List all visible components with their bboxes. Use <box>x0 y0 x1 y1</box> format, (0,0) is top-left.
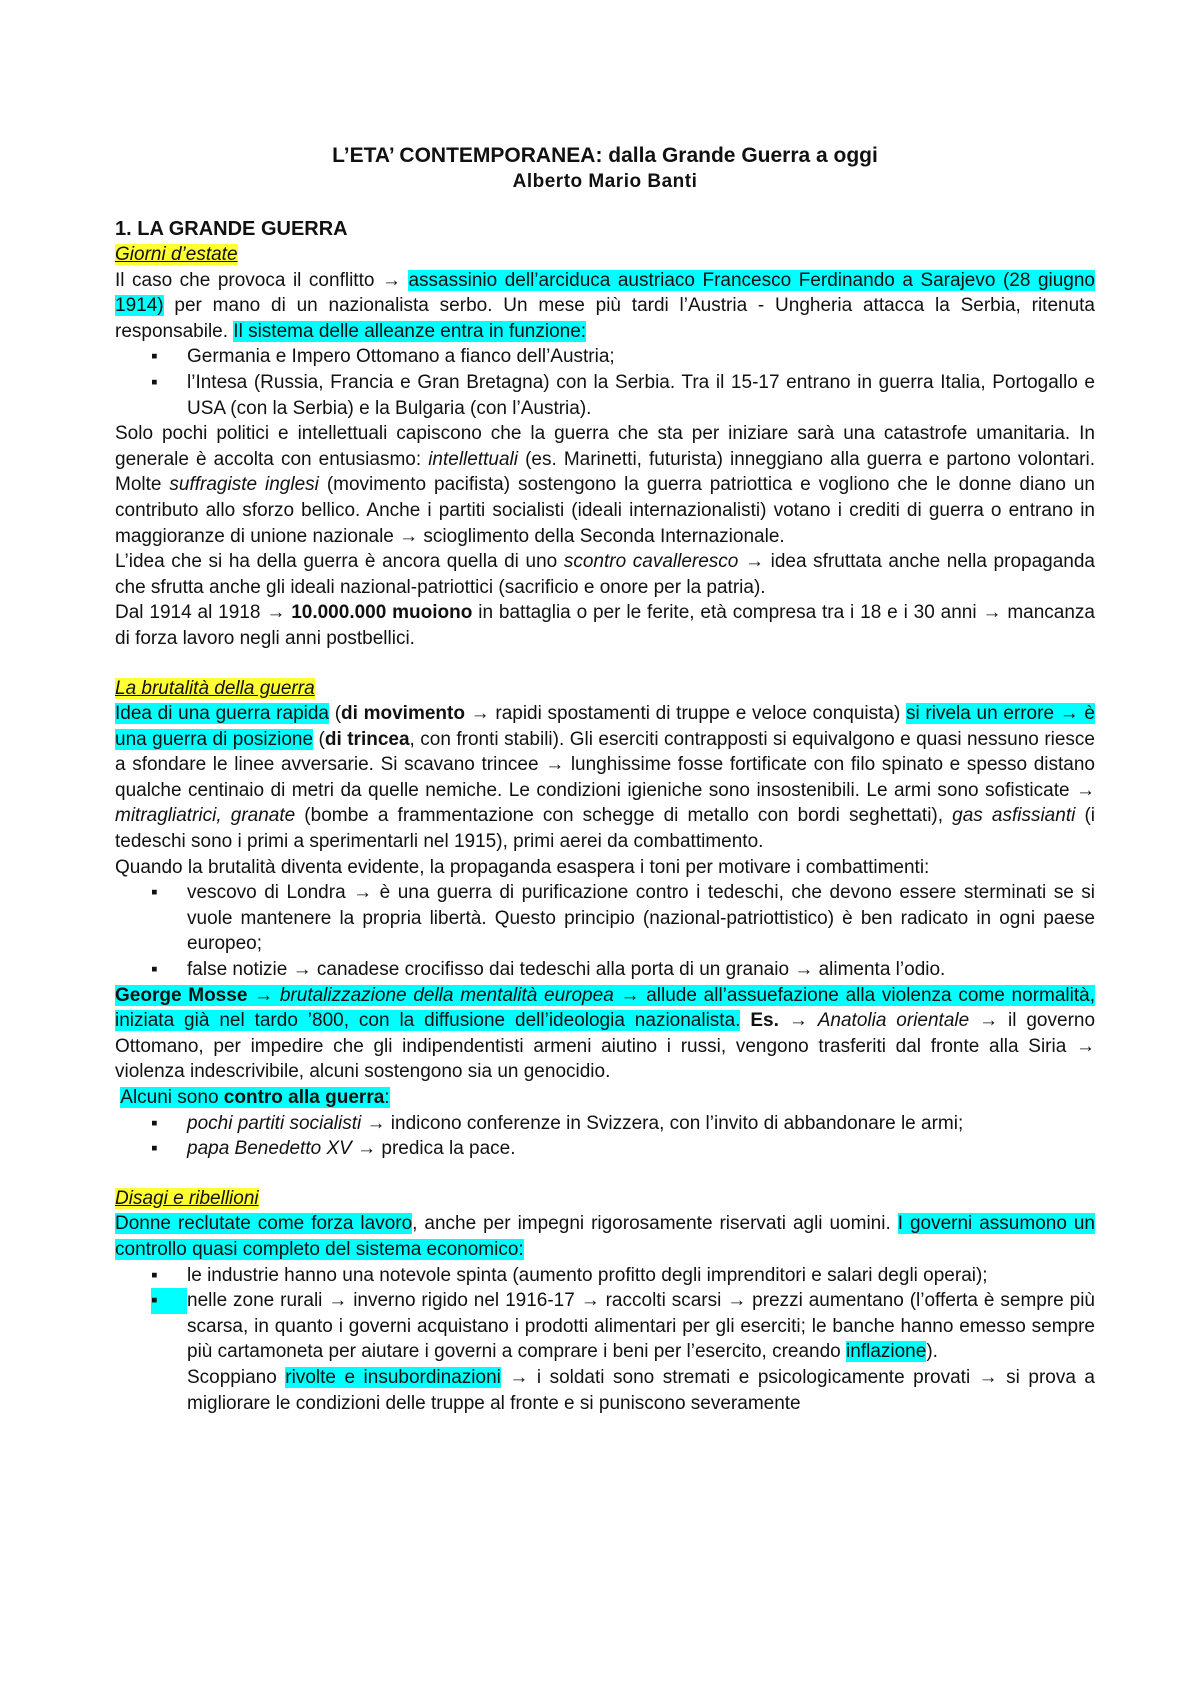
document-page <box>115 142 1095 1416</box>
arrow-icon: → <box>366 1112 386 1134</box>
arrow-icon: → <box>292 959 312 981</box>
arrow-icon: → <box>328 1290 348 1312</box>
arrow-icon: → <box>982 602 1002 624</box>
arrow-icon: → <box>509 1366 529 1388</box>
arrow-icon: → <box>353 882 373 904</box>
arrow-icon: → <box>979 1010 999 1032</box>
bullet-icon: ▪ <box>151 959 158 981</box>
arrow-icon: → <box>399 525 419 547</box>
bullet-icon: ▪ <box>151 882 158 904</box>
document-title: L’ETA’ CONTEMPORANEA: dalla Grande Guerra a oggi <box>332 144 878 167</box>
arrow-icon: → <box>620 984 640 1006</box>
list-item: ▪ papa Benedetto XV → predica la pace. <box>187 1136 1095 1162</box>
paragraph: L’idea che si ha della guerra è ancora quella di uno scontro cavalleresco → idea sfruttata anche nella propaganda che sfrutta anche gli ideali nazional-patriottici (sacrificio e onore per la patria). <box>115 551 1095 598</box>
arrow-icon: → <box>470 703 490 725</box>
arrow-icon: → <box>266 602 286 624</box>
section-heading-giorni: Giorni d’estate <box>115 244 238 265</box>
bullet-list <box>115 880 1095 982</box>
paragraph: Alcuni sono contro alla guerra: <box>120 1087 390 1108</box>
list-item: ▪ Germania e Impero Ottomano a fianco dell’Austria; <box>187 344 1095 370</box>
chapter-heading: 1. LA GRANDE GUERRA <box>115 218 348 240</box>
list-item: ▪ false notizie → canadese crocifisso dai tedeschi alla porta di un granaio → alimenta l’odio. <box>187 957 1095 983</box>
bullet-list <box>115 1111 1095 1162</box>
arrow-icon: → <box>1076 779 1095 801</box>
paragraph: Solo pochi politici e intellettuali capiscono che la guerra che sta per iniziare sarà una catastrofe umanitaria. In generale è accolta con entusiasmo: intellettuali (es. Marinetti, futurista) inneggiano alla guerra e partono volontari. Molte suffragiste inglesi (movimento pacifista) sostengono la guerra patriottica e vogliono che le donne diano un contributo allo sforzo bellico. Anche i partiti socialisti (ideali internazionalisti) votano i crediti di guerra o entrano in maggioranze di unione nazionale → scioglimento della Seconda Internazionale. <box>115 423 1096 547</box>
document-author: Alberto Mario Banti <box>512 171 698 192</box>
list-item: ▪ l’Intesa (Russia, Francia e Gran Bretagna) con la Serbia. Tra il 15-17 entrano in guerra Italia, Portogallo e USA (con la Serbia) e la Bulgaria (con l’Austria). <box>151 371 1095 419</box>
paragraph: Dal 1914 al 1918 → 10.000.000 muoiono in battaglia o per le ferite, età compresa tra i 18 e i 30 anni → mancanza di forza lavoro negli anni postbellici. <box>115 602 1096 649</box>
arrow-icon: → <box>580 1290 600 1312</box>
paragraph: Donne reclutate come forza lavoro, anche per impegni rigorosamente riservati agli uomini. I governi assumono un controllo quasi completo del sistema economico: <box>115 1213 1095 1260</box>
bullet-icon: ▪ <box>151 346 158 368</box>
bullet-list <box>115 1263 1095 1365</box>
list-item: ▪ le industrie hanno una notevole spinta (aumento profitto degli imprenditori e salari degli operai); <box>187 1263 1095 1289</box>
arrow-icon: → <box>357 1138 377 1160</box>
paragraph: Idea di una guerra rapida (di movimento → rapidi spostamenti di truppe e veloce conquista) si rivela un errore → è una guerra di posizione (di trincea, con fronti stabili). Gli eserciti contrapposti si equivalgono e quasi nessuno riesce a sfondare le linee avversarie. Si scavano trincee → lunghissime fosse fortificate con filo spinato e spesso distano qualche centinaio di metri da quelle nemiche. Le condizioni igieniche sono insostenibili. Le armi sono sofisticate → mitragliatrici, granate (bombe a frammentazione con schegge di metallo con bordi seghettati), gas asfissianti (i tedeschi sono i primi a sperimentarli nel 1915), primi aerei da combattimento. <box>115 703 1096 853</box>
list-item: ▪ pochi partiti socialisti → indicono conferenze in Svizzera, con l’invito di abbandonare le armi; <box>187 1111 1095 1137</box>
arrow-icon: → <box>381 269 401 291</box>
arrow-icon: → <box>788 1010 808 1032</box>
section-heading-brutalita: La brutalità della guerra <box>115 677 315 699</box>
arrow-icon: → <box>745 551 764 573</box>
arrow-icon: → <box>254 984 274 1006</box>
list-item: ▪ vescovo di Londra → è una guerra di purificazione contro i tedeschi, che devono essere sterminati se si vuole mantenere la propria libertà. Questo principio (nazional-patriottistico) è ben radicato in ogni paese europeo; <box>151 882 1095 955</box>
bullet-icon: ▪ <box>151 1264 158 1286</box>
paragraph: George Mosse → brutalizzazione della mentalità europea → allude all’assuefazione alla violenza come normalità, iniziata già nel tardo ’800, con la diffusione dell’ideologia nazionalista. Es. → Anatolia orientale → il governo Ottomano, per impedire che gli indipendentisti armeni aiutino i russi, vengono trasferiti dal fronte alla Siria → violenza indescrivibile, alcuni sostengono sia un genocidio. <box>115 984 1096 1083</box>
arrow-icon: → <box>1076 1035 1095 1057</box>
list-item: ▪ nelle zone rurali → inverno rigido nel 1916-17 → raccolti scarsi → prezzi aumentano (l’offerta è sempre più scarsa, in quanto i governi acquistano i prodotti alimentari per gli eserciti; le banche hanno emesso sempre più cartamoneta per aiutare i governi a comprare i beni per l’esercito, creando inflazione). <box>151 1290 1095 1363</box>
arrow-icon: → <box>545 754 565 776</box>
bullet-icon: ▪ <box>151 371 158 393</box>
arrow-icon: → <box>1059 703 1079 725</box>
indented-paragraph: Scoppiano rivolte e insubordinazioni → i soldati sono stremati e psicologicamente provati → si prova a migliorare le condizioni delle truppe al fronte e si puniscono severamente <box>187 1366 1095 1414</box>
arrow-icon: → <box>978 1366 998 1388</box>
bullet-list <box>115 344 1095 421</box>
paragraph: Il caso che provoca il conflitto → assassinio dell’arciduca austriaco Francesco Ferdinando a Sarajevo (28 giugno 1914) per mano di un nazionalista serbo. Un mese più tardi l’Austria - Ungheria attacca la Serbia, ritenuta responsabile. Il sistema delle alleanze entra in funzione: <box>115 269 1096 342</box>
section-heading-disagi: Disagi e ribellioni <box>115 1187 259 1209</box>
arrow-icon: → <box>794 959 814 981</box>
paragraph: Quando la brutalità diventa evidente, la propaganda esaspera i toni per motivare i combattimenti: <box>115 856 930 878</box>
bullet-icon: ▪ <box>151 1138 158 1160</box>
arrow-icon: → <box>727 1290 747 1312</box>
bullet-icon: ▪ <box>151 1112 158 1134</box>
bullet-icon: ▪ <box>151 1288 187 1314</box>
